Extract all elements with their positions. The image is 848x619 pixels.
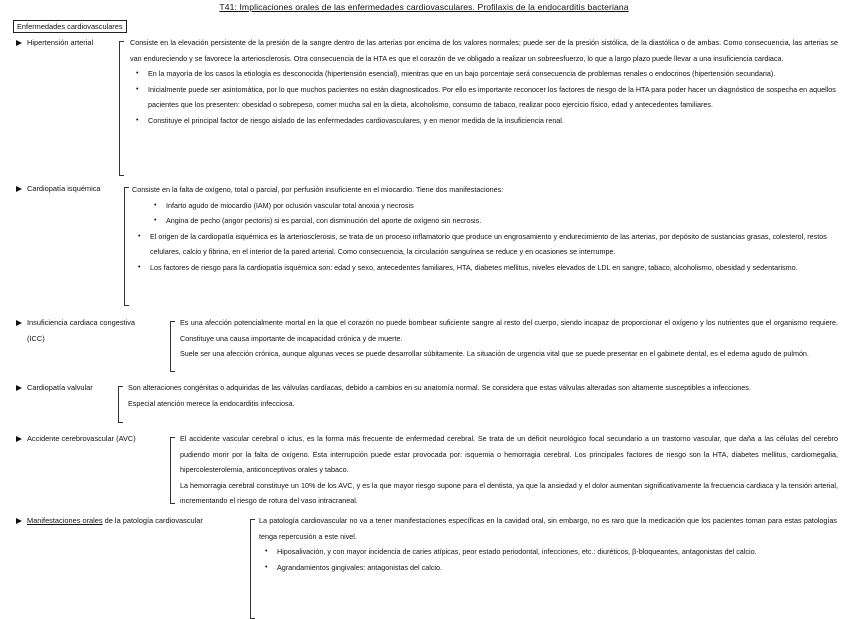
list-item: • Angina de pecho (angor pectoris) si es parcial, con disminución del aporte de oxígeno sin necrosis. (132, 213, 838, 229)
topic-label-hta (16, 38, 93, 47)
topic-label-cv (16, 383, 93, 392)
paragraph: Es una afección potencialmente mortal en la que el corazón no puede bombear suficiente sangre al resto del cuerpo, siendo incapaz de proporcionar el oxígeno y los nutrientes que el organismo requiere. Constituye una causa importante de incapacidad crónica y de muerte. (180, 318, 838, 343)
topic-label-mo (16, 516, 203, 525)
bracket (170, 321, 171, 372)
topic-label-icc-abbr: (ICC) (27, 334, 45, 343)
list-item: • Infarto agudo de miocardio (IAM) por oclusión vascular total anoxia y necrosis (132, 198, 838, 214)
paragraph: Son alteraciones congénitas o adquiridas de las válvulas cardíacas, debido a cambios en su anatomía normal. Se considera que estas válvulas alteradas son altamente susceptibles a infecciones. (128, 383, 751, 392)
list-item: • El origen de la cardiopatía isquémica es la arteriosclerosis, se trata de un proceso inflamatorio que produce un engrosamiento y endurecimiento de las arterias, por depósito de sustancias grasas, colesterol, restos celulares, calcio y fibrina, en el interior de la pared arterial. Como consecuencia, la circulación sanguínea se reduce y en ocasiones se interrumpe. (132, 229, 838, 260)
topic-label-text: Insuficiencia cardiaca congestiva (27, 318, 136, 327)
triangle-bullet-icon (16, 518, 22, 524)
topic-label-icc (16, 318, 135, 327)
list-item: • Agrandamientos gingivales: antagonistas del calcio. (259, 560, 837, 576)
bracket (119, 41, 120, 176)
paragraph: El accidente vascular cerebral o ictus, es la forma más frecuente de enfermedad cerebral. Se trata de un déficit neurológico focal secundario a un trastorno vascular, que daña a las células del cerebro pudiendo morir por la falta de oxígeno. Esta interrupción puede estar provocada por: isquemia o hemorragia cerebral. Los principales factores de riesgo son la HTA, diabetes mellitus, cardiomegalia, hipercolesterolemia, anticonceptivos orales y tabaco. (180, 434, 838, 474)
triangle-bullet-icon (16, 436, 22, 442)
triangle-bullet-icon (16, 385, 22, 391)
topic-label-text: de la patología cardiovascular (102, 516, 203, 525)
paragraph: La patología cardiovascular no va a tener manifestaciones específicas en la cavidad oral, sin embargo, no es raro que la medicación que los pacientes toman para estas patologías tenga repercusión a este nivel. (259, 516, 837, 541)
topic-content-hta (130, 35, 838, 128)
paragraph: Consiste en la elevación persistente de la presión de la sangre dentro de las arterias por encima de los valores normales; puede ser de la presión sistólica, de la diastólica o de ambas. Como consecuencia, las arterias se van endureciendo y se favorece la arteriosclerosis. Otra consecuencia de la HTA es que el corazón de ve obligado a realizar un sobreesfuerzo, lo que a largo plazo puede llevar a una insuficiencia cardiaca. (130, 38, 838, 63)
topic-label-text: Accidente cerebrovascular (AVC) (27, 434, 136, 443)
topic-content-mo (259, 513, 837, 575)
list-item: • Los factores de riesgo para la cardiopatía isquémica son: edad y sexo, antecedentes familiares, HTA, diabetes mellitus, niveles elevados de LDL en sangre, tabaco, alcoholismo, obesidad y sedentarismo. (132, 260, 838, 276)
topic-content-acv (180, 431, 838, 509)
list-item: • Hiposalivación, y con mayor incidencia de caries atípicas, peor estado periodontal, infecciones, etc.: diuréticos, β-bloqueantes, antagonistas del calcio. (259, 544, 837, 560)
list-item: • En la mayoría de los casos la etiología es desconocida (hipertensión esencial), mientras que en un bajo porcentaje será consecuencia de problemas renales o endocrinos (hipertensión secundaria). (130, 66, 838, 82)
topic-label-text: Hipertensión arterial (27, 38, 94, 47)
triangle-bullet-icon (16, 320, 22, 326)
page-title: T41: Implicaciones orales de las enfermedades cardiovasculares. Profilaxis de la endocarditis bacteriana (219, 2, 629, 12)
list-item: • Constituye el principal factor de riesgo aislado de las enfermedades cardiovasculares, y en menor medida de la insuficiencia renal. (130, 113, 838, 129)
topic-content-cv (128, 380, 818, 411)
topic-content-ci (132, 182, 838, 275)
bracket (250, 519, 251, 619)
paragraph: La hemorragia cerebral constituye un 10% de los AVC, y es la que mayor riesgo supone para el dentista, ya que la ansiedad y el dolor aumentan significativamente la frecuencia cardiaca y la tensión arterial, incrementando el riesgo de rotura del vaso intracraneal. (180, 480, 838, 505)
paragraph: Suele ser una afección crónica, aunque algunas veces se puede desarrollar súbitamente. La situación de urgencia vital que se puede presentar en el gabinete dental, es el edema agudo de pulmón. (180, 349, 809, 358)
topic-label-link: Manifestaciones orales (27, 516, 103, 525)
list-item: • Inicialmente puede ser asintomática, por lo que muchos pacientes no están diagnosticados. Por ello es importante reconocer los factores de riesgo de la HTA para poder hacer un diagnóstico de sospecha en aquellos pacientes que los presenten: obesidad o sobrepeso, comer mucha sal en la dieta, alcoholismo, consumo de tabaco, realizar poco ejercicio físico, edad y antecedentes familiares. (130, 82, 838, 113)
bracket (118, 386, 119, 423)
triangle-bullet-icon (16, 186, 22, 192)
bracket (124, 187, 125, 306)
section-heading: Enfermedades cardiovasculares (13, 20, 127, 33)
topic-label-acv (16, 434, 136, 443)
paragraph: Especial atención merece la endocarditis infecciosa. (128, 398, 295, 408)
bracket (170, 437, 171, 504)
paragraph: Consiste en la falta de oxígeno, total o parcial, por perfusión insuficiente en el miocardio. Tiene dos manifestaciones: (132, 185, 504, 194)
topic-content-icc (180, 315, 838, 362)
triangle-bullet-icon (16, 40, 22, 46)
topic-label-text: Cardiopatía isquémica (27, 184, 101, 193)
topic-label-text: Cardiopatía valvular (27, 383, 93, 392)
topic-label-ci (16, 184, 101, 193)
